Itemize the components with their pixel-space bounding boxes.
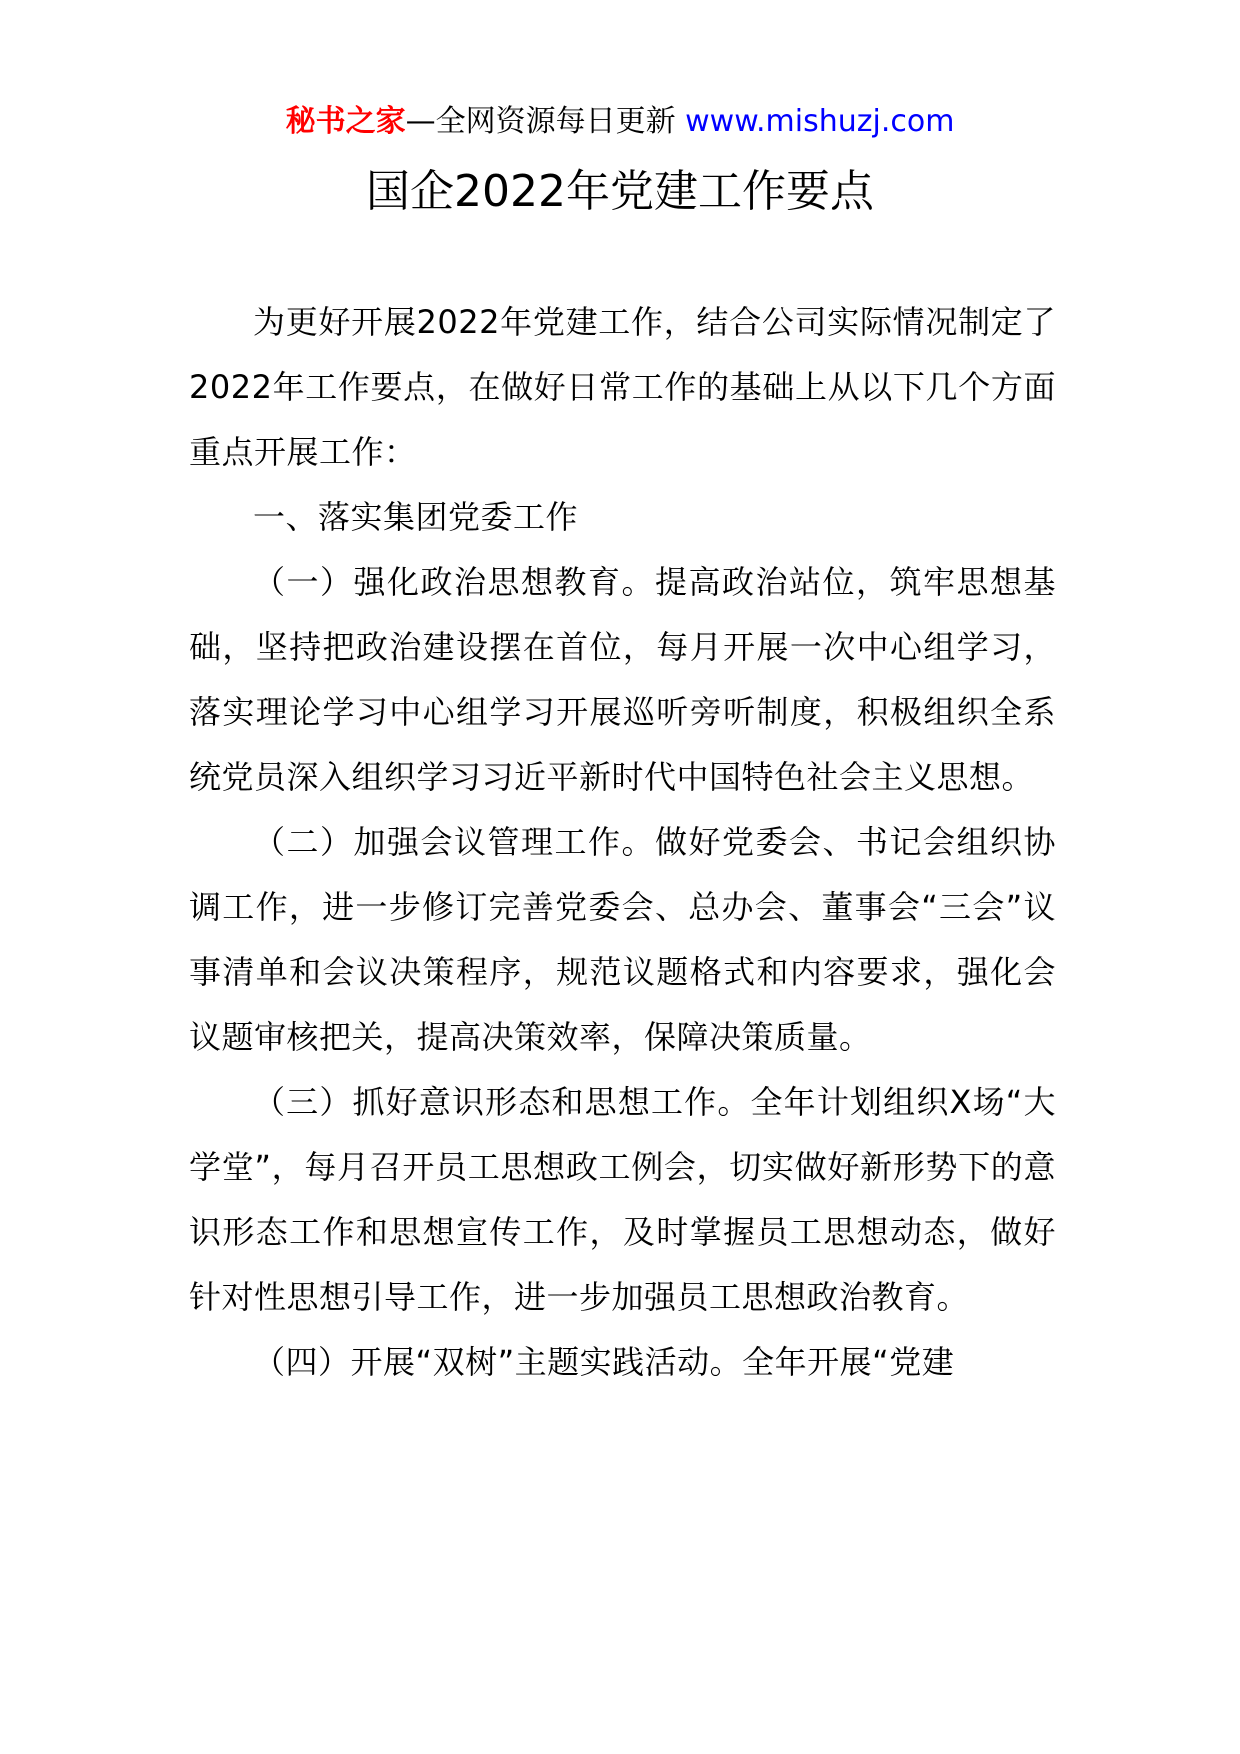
paragraph-item-4: （四）开展“双树”主题实践活动。全年开展“党建 [253, 1343, 955, 1381]
site-url-link[interactable]: www.mishuzj.com [685, 104, 955, 139]
brand-name: 秘书之家 [285, 104, 406, 139]
document-body [189, 290, 1056, 1395]
paragraph-item-2: （二）加强会议管理工作。做好党委会、书记会组织协调工作，进一步修订完善党委会、总办会、董事会“三会”议事清单和会议决策程序，规范议题格式和内容要求，强化会议题审核把关，提高决策效率，保障决策质量。 [189, 823, 1056, 1056]
header-slogan: —全网资源每日更新 [405, 104, 686, 139]
site-header [0, 100, 1240, 144]
paragraph-item-3: （三）抓好意识形态和思想工作。全年计划组织X场“大学堂”，每月召开员工思想政工例会，切实做好新形势下的意识形态工作和思想宣传工作，及时掌握员工思想动态，做好针对性思想引导工作，进一步加强员工思想政治教育。 [189, 1083, 1056, 1316]
document-title: 国企2022年党建工作要点 [366, 166, 874, 217]
intro-paragraph: 为更好开展2022年党建工作，结合公司实际情况制定了2022年工作要点，在做好日常工作的基础上从以下几个方面重点开展工作： [189, 303, 1056, 471]
paragraph-item-1: （一）强化政治思想教育。提高政治站位，筑牢思想基础，坚持把政治建设摆在首位，每月开展一次中心组学习，落实理论学习中心组学习开展巡听旁听制度，积极组织全系统党员深入组织学习习近平新时代中国特色社会主义思想。 [189, 563, 1056, 796]
section-heading-1: 一、落实集团党委工作 [253, 498, 579, 536]
